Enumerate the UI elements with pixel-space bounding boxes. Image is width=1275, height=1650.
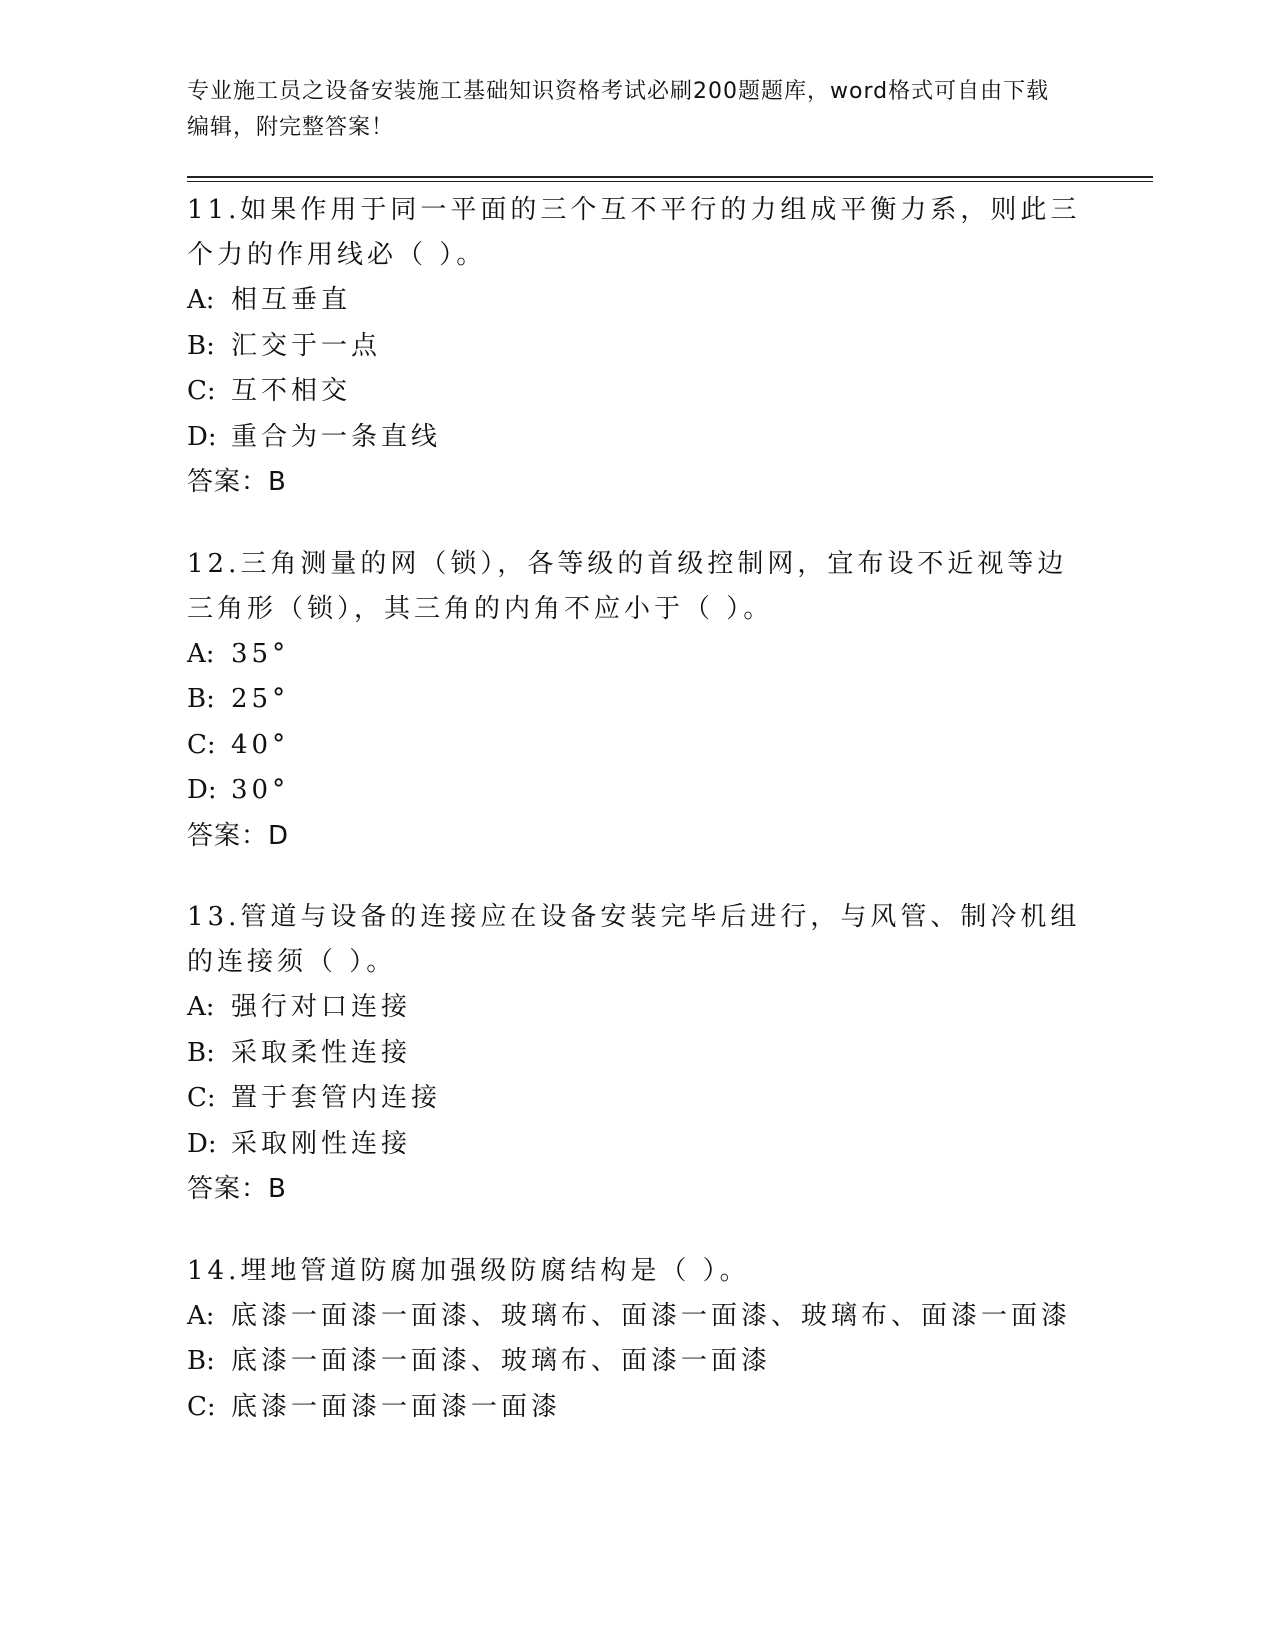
option-d (187, 1122, 1087, 1168)
option-key: C: (187, 729, 216, 760)
option-text: 采取柔性连接 (231, 1037, 412, 1068)
question-stem: 11.如果作用于同一平面的三个互不平行的力组成平衡力系，则此三个力的作用线必（ ）。 (187, 195, 1081, 270)
option-a (187, 632, 1087, 678)
option-text: 25° (231, 684, 290, 714)
question-list (187, 188, 1087, 1466)
option-text: 置于套管内连接 (231, 1083, 442, 1113)
option-b (187, 1031, 1087, 1077)
option-key: A: (187, 1300, 215, 1331)
option-text: 底漆一面漆一面漆、玻璃布、面漆一面漆、玻璃布、面漆一面漆 (231, 1300, 1072, 1331)
option-text: 强行对口连接 (231, 992, 412, 1022)
question-stem: 14.埋地管道防腐加强级防腐结构是（ ）。 (187, 1255, 750, 1286)
option-text: 底漆一面漆一面漆、玻璃布、面漆一面漆 (231, 1346, 772, 1376)
option-a (187, 985, 1087, 1031)
answer-line: 答案：B (187, 1174, 287, 1204)
question-stem: 12.三角测量的网（锁），各等级的首级控制网，宜布设不近视等边三角形（锁），其三角的内角不应小于（ ）。 (187, 548, 1068, 624)
option-key: D: (187, 775, 217, 805)
option-text: 35° (231, 638, 290, 669)
question-14 (187, 1249, 1087, 1431)
option-c (187, 1385, 1087, 1431)
option-b (187, 1339, 1087, 1385)
option-text: 底漆一面漆一面漆一面漆 (231, 1391, 562, 1422)
option-b (187, 324, 1087, 370)
question-13 (187, 895, 1087, 1213)
option-c (187, 369, 1087, 415)
option-c (187, 1076, 1087, 1122)
option-key: B: (187, 330, 215, 361)
answer-line: 答案：D (187, 820, 290, 851)
option-key: D: (187, 1128, 217, 1159)
option-a (187, 1294, 1087, 1340)
option-text: 采取刚性连接 (231, 1128, 412, 1159)
option-key: B: (187, 1037, 215, 1068)
option-text: 重合为一条直线 (231, 421, 442, 452)
option-key: C: (187, 376, 216, 406)
option-d (187, 768, 1087, 814)
option-key: D: (187, 421, 217, 452)
option-c (187, 723, 1087, 769)
header-divider-thick (187, 176, 1153, 178)
option-key: C: (187, 1391, 216, 1422)
option-key: A: (187, 992, 215, 1022)
option-text: 30° (231, 775, 290, 805)
header-divider-thin (187, 181, 1153, 182)
option-a (187, 278, 1087, 324)
question-11 (187, 188, 1087, 506)
answer-line: 答案：B (187, 467, 287, 497)
option-key: B: (187, 1346, 215, 1376)
document-header: 专业施工员之设备安装施工基础知识资格考试必刷200题题库，word格式可自由下载编辑，附完整答案！ (187, 79, 1050, 140)
option-key: A: (187, 285, 215, 315)
option-key: A: (187, 638, 215, 669)
question-stem: 13.管道与设备的连接应在设备安装完毕后进行，与风管、制冷机组的连接须（ ）。 (187, 902, 1081, 977)
option-key: C: (187, 1083, 216, 1113)
option-d (187, 415, 1087, 461)
option-text: 40° (231, 729, 290, 760)
option-key: B: (187, 684, 215, 714)
option-text: 互不相交 (231, 376, 352, 406)
option-b (187, 677, 1087, 723)
option-text: 汇交于一点 (231, 330, 382, 361)
option-text: 相互垂直 (231, 285, 352, 315)
question-12 (187, 542, 1087, 860)
